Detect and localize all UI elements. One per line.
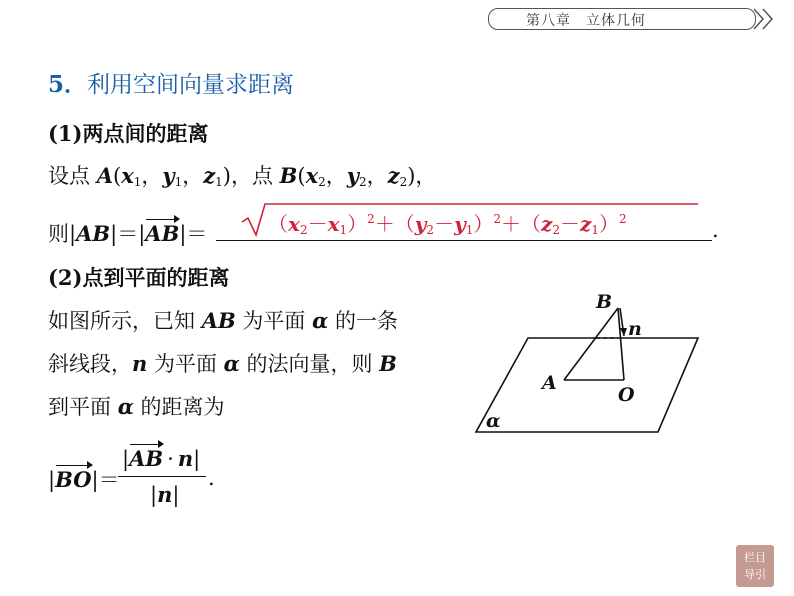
abs-bar: | bbox=[193, 447, 201, 471]
var-z2: z bbox=[387, 163, 400, 188]
nav-button-label-1: 栏目 bbox=[744, 551, 766, 564]
f-minus: － bbox=[434, 212, 455, 236]
f-y1: y bbox=[454, 212, 466, 236]
part2-line-3 bbox=[48, 391, 225, 421]
part2-number: (2) bbox=[48, 265, 83, 290]
sep: ， bbox=[325, 164, 347, 188]
f-square: 2 bbox=[618, 212, 627, 226]
sep: ， bbox=[182, 164, 204, 188]
f-sub: 2 bbox=[299, 223, 308, 237]
f-paren: ） bbox=[347, 212, 368, 236]
f-plus: ＋（ bbox=[374, 212, 415, 236]
normal-vector-n: n bbox=[132, 351, 148, 376]
sub-2: 2 bbox=[318, 175, 326, 189]
sub-1: 1 bbox=[133, 175, 142, 189]
result-suffix: |＝ bbox=[179, 222, 208, 246]
f-sub: 2 bbox=[552, 223, 560, 237]
sub-2: 2 bbox=[399, 175, 408, 189]
f-sub: 2 bbox=[426, 223, 435, 237]
diagram-figure bbox=[468, 288, 708, 438]
point-b: B bbox=[379, 351, 397, 376]
conclusion-lhs bbox=[48, 464, 120, 494]
diagram-label-a: A bbox=[542, 372, 557, 394]
text: 的距离为 bbox=[133, 395, 225, 419]
section-title-text: 利用空间向量求距离 bbox=[87, 72, 295, 98]
normal-vector-n: n bbox=[157, 482, 173, 507]
distance-formula bbox=[240, 202, 700, 238]
plane-distance-diagram bbox=[468, 288, 708, 438]
var-x1: x bbox=[121, 163, 134, 188]
dot-operator: · bbox=[167, 447, 174, 471]
f-minus: － bbox=[307, 212, 328, 236]
f-square: 2 bbox=[493, 212, 501, 226]
text: 为平面 bbox=[235, 309, 313, 333]
point-a: A bbox=[96, 163, 113, 188]
part1-result-line bbox=[48, 218, 207, 248]
text: 到平面 bbox=[48, 395, 118, 419]
section-number: 5． bbox=[48, 71, 88, 98]
part2-heading-text: 点到平面的距离 bbox=[82, 265, 230, 290]
section-title bbox=[48, 66, 294, 99]
f-sub: 1 bbox=[339, 223, 348, 237]
vector-ab: AB bbox=[145, 221, 180, 246]
setup-prefix: 设点 bbox=[48, 164, 97, 188]
sub-1: 1 bbox=[174, 175, 183, 189]
plane-alpha: α bbox=[117, 394, 134, 419]
f-paren: （ bbox=[268, 212, 288, 236]
text: 为平面 bbox=[147, 352, 224, 376]
part1-setup-line bbox=[48, 160, 436, 190]
f-z1: z bbox=[579, 212, 592, 236]
sub-1: 1 bbox=[215, 175, 223, 189]
part2-heading bbox=[48, 262, 229, 292]
part2-line-2 bbox=[48, 348, 397, 378]
diagram-label-o: O bbox=[618, 384, 635, 406]
fraction-bar bbox=[118, 476, 206, 477]
plane-alpha: α bbox=[312, 308, 329, 333]
text: 斜线段， bbox=[48, 352, 132, 376]
result-prefix: 则| bbox=[48, 222, 77, 246]
var-z1: z bbox=[203, 163, 216, 188]
f-z2: z bbox=[540, 212, 553, 236]
part1-number: (1) bbox=[48, 121, 83, 146]
fraction-numerator bbox=[122, 446, 200, 471]
f-sub: 1 bbox=[465, 223, 474, 237]
part1-heading-text: 两点间的距离 bbox=[82, 121, 209, 146]
vector-ab: AB bbox=[129, 446, 164, 471]
var-y1: y bbox=[162, 163, 175, 188]
text: 的一条 bbox=[328, 309, 398, 333]
f-x1: x bbox=[327, 212, 340, 236]
answer-blank-line bbox=[216, 240, 712, 241]
text: 的法向量，则 bbox=[239, 352, 380, 376]
result-period: . bbox=[712, 218, 719, 242]
nav-button-label-2: 导引 bbox=[744, 568, 766, 581]
var-x2: x bbox=[305, 163, 319, 188]
equals: |＝ bbox=[91, 468, 120, 492]
plane-alpha: α bbox=[223, 351, 240, 376]
chapter-header bbox=[488, 6, 788, 32]
f-x2: x bbox=[288, 212, 300, 236]
abs-bar: | bbox=[150, 483, 158, 507]
double-chevron-right-icon bbox=[750, 6, 780, 32]
section-nav-button[interactable] bbox=[736, 545, 774, 587]
f-minus: － bbox=[559, 212, 580, 236]
part2-line-1 bbox=[48, 305, 398, 335]
sep: ， bbox=[366, 164, 388, 188]
paren: ( bbox=[112, 164, 122, 188]
sep: ， bbox=[141, 164, 163, 188]
f-paren: ） bbox=[598, 212, 619, 236]
diagram-label-alpha: α bbox=[486, 410, 501, 432]
normal-vector-n: n bbox=[177, 446, 194, 471]
var-y2: y bbox=[346, 163, 359, 188]
abs-bar: | bbox=[122, 447, 130, 471]
text: 如图所示，已知 bbox=[48, 309, 202, 333]
f-square: 2 bbox=[367, 212, 375, 226]
abs-bar: | bbox=[48, 468, 56, 492]
f-sub: 1 bbox=[591, 223, 599, 237]
f-y2: y bbox=[414, 212, 427, 236]
segment-ab: AB bbox=[201, 308, 236, 333]
fraction-denominator bbox=[150, 482, 179, 507]
sub-2: 2 bbox=[358, 175, 367, 189]
diagram-label-n: n bbox=[628, 318, 642, 340]
chapter-title: 第八章 立体几何 bbox=[526, 13, 646, 29]
abs-bar: | bbox=[172, 483, 180, 507]
part1-heading bbox=[48, 118, 208, 148]
formula-content bbox=[268, 208, 627, 237]
point-b: B bbox=[279, 163, 298, 188]
segment-ab: AB bbox=[76, 221, 111, 246]
diagram-label-b: B bbox=[596, 291, 613, 313]
paren: ( bbox=[297, 164, 306, 188]
paren: )，点 bbox=[222, 164, 280, 188]
f-paren: ） bbox=[473, 212, 494, 236]
f-plus: ＋（ bbox=[500, 212, 541, 236]
paren: )， bbox=[407, 164, 437, 188]
conclusion-period: . bbox=[208, 466, 215, 490]
vector-bo: BO bbox=[55, 467, 92, 492]
result-mid: |＝| bbox=[110, 222, 146, 246]
